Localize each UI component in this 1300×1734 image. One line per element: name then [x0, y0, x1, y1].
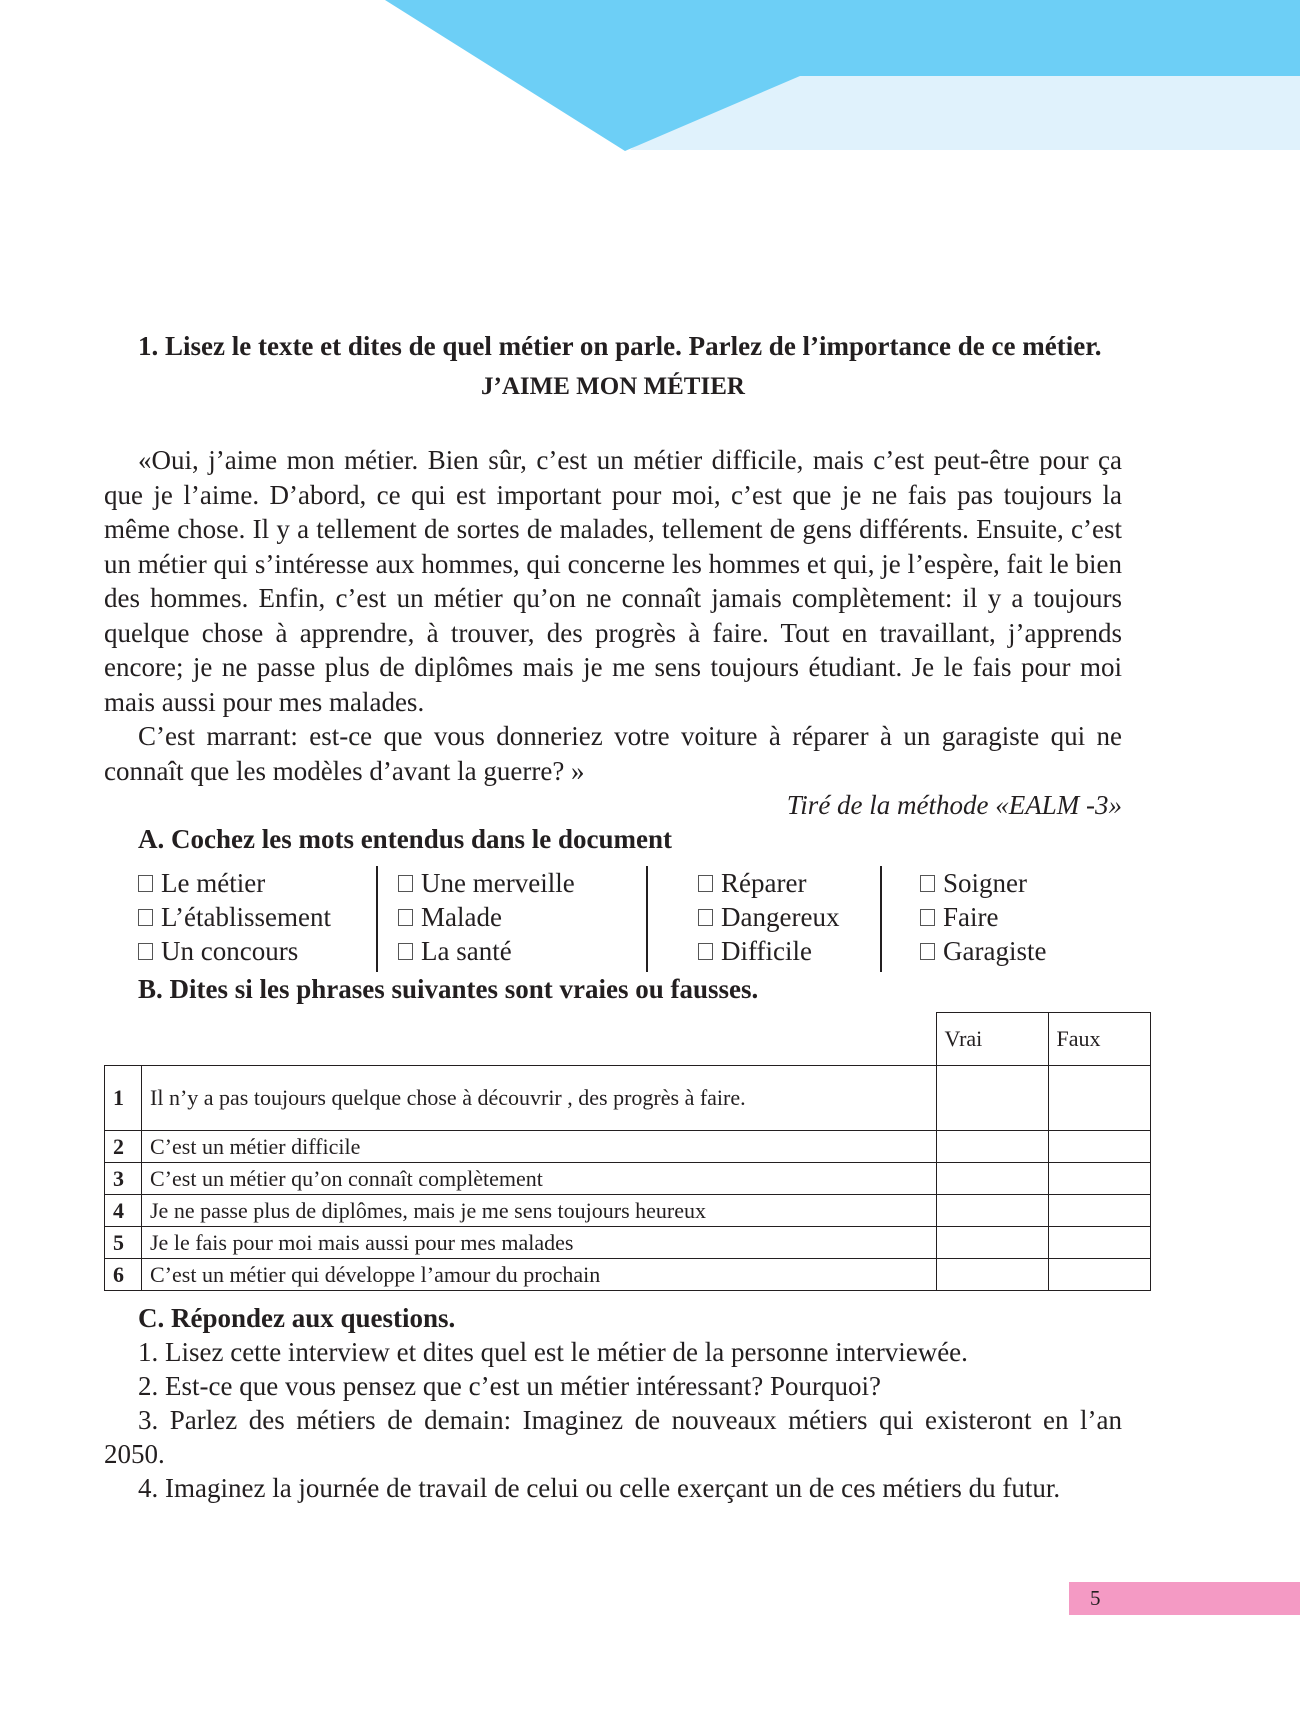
- checklist-item[interactable]: Soigner: [920, 866, 1046, 900]
- checkbox-icon[interactable]: [138, 943, 153, 960]
- row-statement: Je ne passe plus de diplômes, mais je me sens toujours heureux: [142, 1195, 937, 1227]
- section-a-title: A. Cochez les mots entendus dans le document: [138, 824, 673, 854]
- reading-passage: [104, 443, 1122, 788]
- checkbox-icon[interactable]: [138, 875, 153, 892]
- checkbox-icon[interactable]: [698, 909, 713, 926]
- section-b-title: B. Dites si les phrases suivantes sont vraies ou fausses.: [138, 974, 759, 1004]
- checklist-item[interactable]: Le métier: [138, 866, 378, 900]
- answer-cell-true[interactable]: [936, 1259, 1048, 1291]
- page-number-band: [1069, 1582, 1300, 1615]
- text-title: J’AIME MON MÉTIER: [481, 373, 745, 400]
- row-statement: C’est un métier qui développe l’amour du prochain: [142, 1259, 937, 1291]
- checklist-item[interactable]: Réparer: [698, 866, 882, 900]
- word-checklist: [138, 866, 1122, 972]
- checkbox-icon[interactable]: [920, 875, 935, 892]
- row-number: 4: [105, 1195, 142, 1227]
- checklist-column: [648, 866, 882, 972]
- page-content: [104, 330, 1122, 1505]
- table-header-row: [105, 1013, 1151, 1066]
- row-statement: Il n’y a pas toujours quelque chose à découvrir , des progrès à faire.: [142, 1066, 937, 1131]
- checkbox-icon[interactable]: [398, 875, 413, 892]
- answer-cell-true[interactable]: [936, 1227, 1048, 1259]
- table-row: [105, 1066, 1151, 1131]
- passage-paragraph: «Oui, j’aime mon métier. Bien sûr, c’est un métier difficile, mais c’est peut-être pour ça que je l’aime. D’abord, ce qui est important pour moi, c’est que je ne fais pas toujours la même chose. Il y a tellement de sortes de malades, tellement de gens différents. Ensuite, c’est un métier qui s’intéresse aux hommes, qui concerne les hommes et qui, je l’espère, fait le bien des hommes. Enfin, c’est un métier qu’on ne connaît jamais complètement: il y a toujours quelque chose à apprendre, à trouver, des progrès à faire. Tout en travaillant, j’apprends encore; je ne passe plus de diplômes mais je me sens toujours étudiant. Je le fais pour moi mais aussi pour mes malades.: [104, 445, 1122, 717]
- section-c-title: C. Répondez aux questions.: [138, 1303, 456, 1333]
- checklist-item[interactable]: Malade: [398, 900, 648, 934]
- question-item: 1. Lisez cette interview et dites quel est le métier de la personne interviewée.: [138, 1337, 968, 1367]
- row-number: 5: [105, 1227, 142, 1259]
- question-item: 4. Imaginez la journée de travail de celui ou celle exerçant un de ces métiers du futur.: [138, 1473, 1061, 1503]
- header-decoration: [0, 0, 1300, 160]
- question-item: 3. Parlez des métiers de demain: Imaginez de nouveaux métiers qui existeront en l’an 2050.: [104, 1405, 1122, 1469]
- row-number: 2: [105, 1131, 142, 1163]
- table-row: [105, 1163, 1151, 1195]
- checklist-item[interactable]: Dangereux: [698, 900, 882, 934]
- row-number: 3: [105, 1163, 142, 1195]
- column-header-true: Vrai: [936, 1013, 1048, 1066]
- row-statement: Je le fais pour moi mais aussi pour mes malades: [142, 1227, 937, 1259]
- checklist-item[interactable]: Garagiste: [920, 934, 1046, 968]
- column-header-false: Faux: [1048, 1013, 1150, 1066]
- row-number: 6: [105, 1259, 142, 1291]
- table-row: [105, 1227, 1151, 1259]
- row-statement: C’est un métier difficile: [142, 1131, 937, 1163]
- row-statement: C’est un métier qu’on connaît complètement: [142, 1163, 937, 1195]
- checklist-item[interactable]: Un concours: [138, 934, 378, 968]
- questions-section: [104, 1301, 1122, 1505]
- answer-cell-false[interactable]: [1048, 1195, 1150, 1227]
- answer-cell-true[interactable]: [936, 1066, 1048, 1131]
- source-citation: Tiré de la méthode «EALM -3»: [786, 790, 1122, 820]
- passage-paragraph: C’est marrant: est-ce que vous donneriez votre voiture à réparer à un garagiste qui ne connaît que les modèles d’avant la guerre? »: [104, 721, 1122, 786]
- checkbox-icon[interactable]: [698, 875, 713, 892]
- answer-cell-true[interactable]: [936, 1163, 1048, 1195]
- exercise-heading: 1. Lisez le texte et dites de quel métier on parle. Parlez de l’importance de ce métier.: [138, 331, 1102, 361]
- checkbox-icon[interactable]: [920, 909, 935, 926]
- answer-cell-false[interactable]: [1048, 1259, 1150, 1291]
- checklist-item[interactable]: Difficile: [698, 934, 882, 968]
- checklist-item[interactable]: La santé: [398, 934, 648, 968]
- checkbox-icon[interactable]: [920, 943, 935, 960]
- page-number: 5: [1090, 1586, 1101, 1610]
- checklist-column: [378, 866, 648, 972]
- answer-cell-false[interactable]: [1048, 1227, 1150, 1259]
- table-row: [105, 1195, 1151, 1227]
- checkbox-icon[interactable]: [398, 943, 413, 960]
- question-item: 2. Est-ce que vous pensez que c’est un métier intéressant? Pourquoi?: [138, 1371, 882, 1401]
- checklist-item[interactable]: Faire: [920, 900, 1046, 934]
- true-false-table: [104, 1012, 1151, 1291]
- checkbox-icon[interactable]: [398, 909, 413, 926]
- checklist-column: [138, 866, 378, 972]
- answer-cell-false[interactable]: [1048, 1066, 1150, 1131]
- answer-cell-true[interactable]: [936, 1131, 1048, 1163]
- checklist-column: [882, 866, 1046, 972]
- checkbox-icon[interactable]: [698, 943, 713, 960]
- checkbox-icon[interactable]: [138, 909, 153, 926]
- row-number: 1: [105, 1066, 142, 1131]
- checklist-item[interactable]: Une merveille: [398, 866, 648, 900]
- answer-cell-false[interactable]: [1048, 1131, 1150, 1163]
- table-row: [105, 1259, 1151, 1291]
- table-row: [105, 1131, 1151, 1163]
- answer-cell-true[interactable]: [936, 1195, 1048, 1227]
- checklist-item[interactable]: L’établissement: [138, 900, 378, 934]
- answer-cell-false[interactable]: [1048, 1163, 1150, 1195]
